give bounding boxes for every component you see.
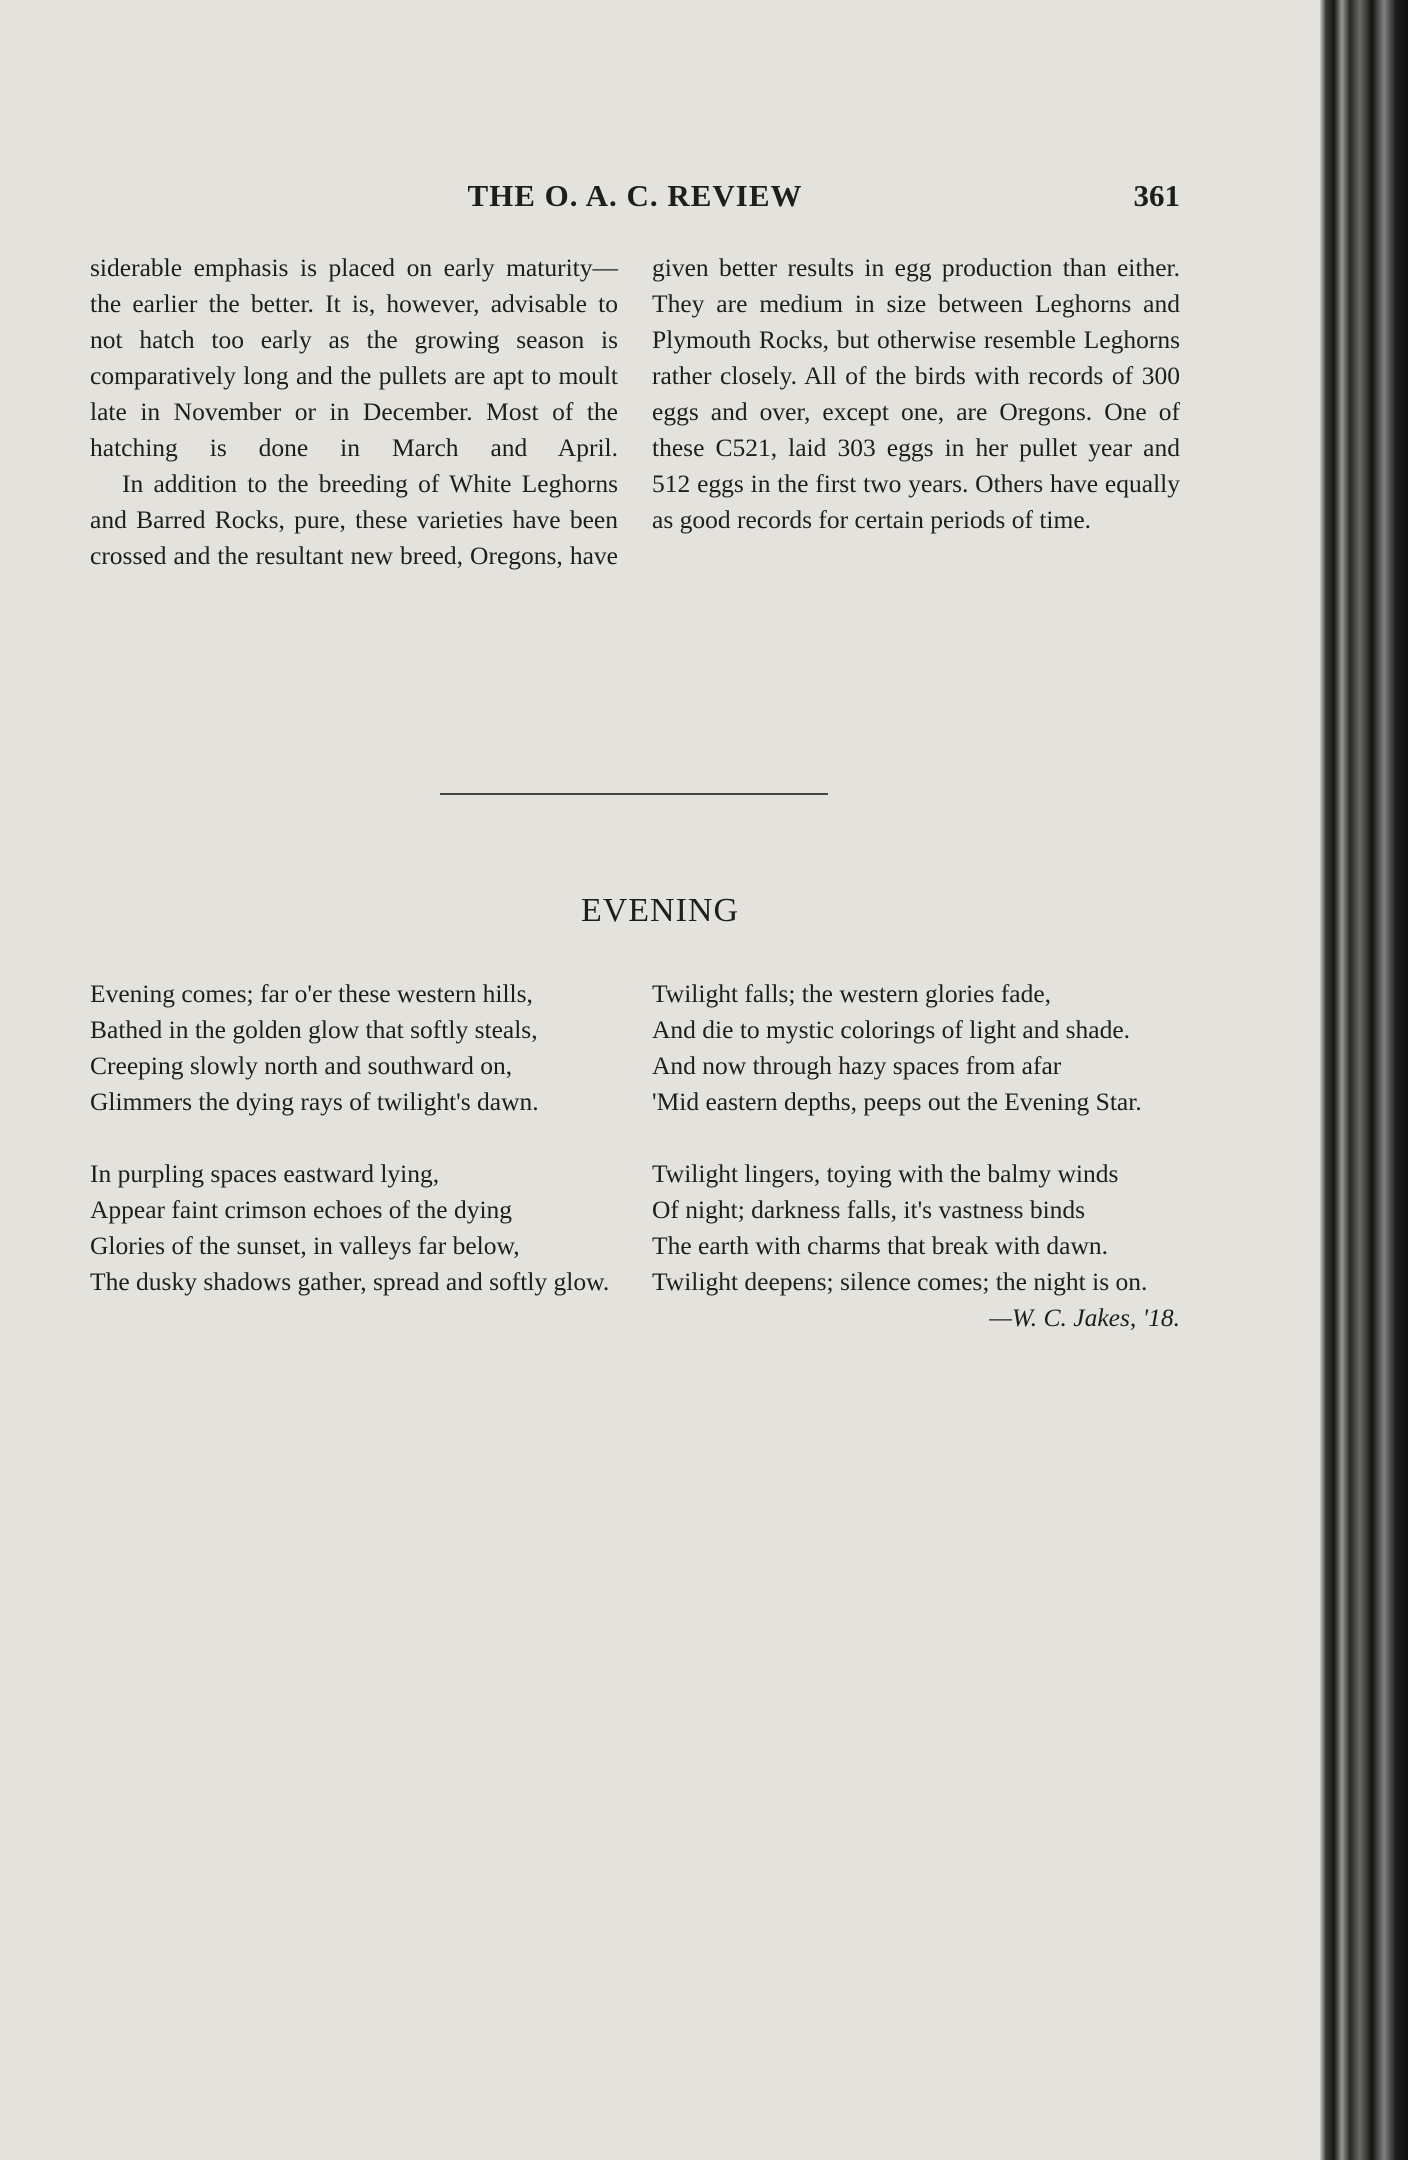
poem-stanza: [652, 1156, 1180, 1300]
page-number: 361: [1133, 178, 1180, 213]
article-paragraph: siderable emphasis is placed on early maturity—the earlier the better. It is, however, advisable to not hatch too early as the growing season is comparatively long and the pullets are apt to moult late in November or in December. Most of the hatching is done in March and April.: [90, 253, 618, 462]
poem-line: Twilight falls; the western glories fade,: [652, 979, 1052, 1008]
poem-line: Of night; darkness falls, it's vastness binds: [652, 1195, 1086, 1224]
running-title: THE O. A. C. REVIEW: [467, 178, 803, 213]
poem-line: And now through hazy spaces from afar: [652, 1051, 1062, 1080]
poem-line: The dusky shadows gather, spread and softly glow.: [90, 1267, 610, 1296]
poem-stanza: [90, 1156, 618, 1300]
poem-line: Glories of the sunset, in valleys far below,: [90, 1231, 520, 1260]
poem-line: Evening comes; far o'er these western hills,: [90, 979, 533, 1008]
article-column-left: [90, 250, 618, 574]
running-header: [90, 178, 1180, 222]
poem-stanza: [90, 976, 618, 1120]
poem-line: Appear faint crimson echoes of the dying: [90, 1195, 513, 1224]
poem-line: The earth with charms that break with dawn.: [652, 1231, 1109, 1260]
poem-stanza: [652, 976, 1180, 1120]
poem-line: In purpling spaces eastward lying,: [90, 1159, 440, 1188]
article-column-right: [652, 250, 1180, 538]
poem-line: Creeping slowly north and southward on,: [90, 1051, 513, 1080]
poem-signature: —W. C. Jakes, '18.: [989, 1303, 1180, 1332]
poem-line: Twilight lingers, toying with the balmy winds: [652, 1159, 1119, 1188]
poem-line: And die to mystic colorings of light and shade.: [652, 1015, 1131, 1044]
section-divider: [440, 793, 828, 795]
poem-line: Bathed in the golden glow that softly steals,: [90, 1015, 538, 1044]
poem-column-left: [90, 976, 618, 1336]
poem-line: Twilight deepens; silence comes; the night is on.: [652, 1267, 1148, 1296]
article-paragraph: In addition to the breeding of White Leghorns and Barred Rocks, pure, these varieties have been crossed and the resultant new breed, Oregons, have: [90, 469, 618, 570]
poem-title: EVENING: [580, 892, 740, 929]
poem-line: Glimmers the dying rays of twilight's dawn.: [90, 1087, 539, 1116]
article-paragraph: given better results in egg production than either. They are medium in size between Leghorns and Plymouth Rocks, but otherwise resemble Leghorns rather closely. All of the birds with records of 300 eggs and over, except one, are Oregons. One of these C521, laid 303 eggs in her pullet year and 512 eggs in the first two years. Others have equally as good records for certain periods of time.: [652, 253, 1180, 534]
poem-line: 'Mid eastern depths, peeps out the Evening Star.: [652, 1087, 1142, 1116]
book-binding-edge: [1320, 0, 1408, 2160]
poem-column-right: [652, 976, 1180, 1336]
